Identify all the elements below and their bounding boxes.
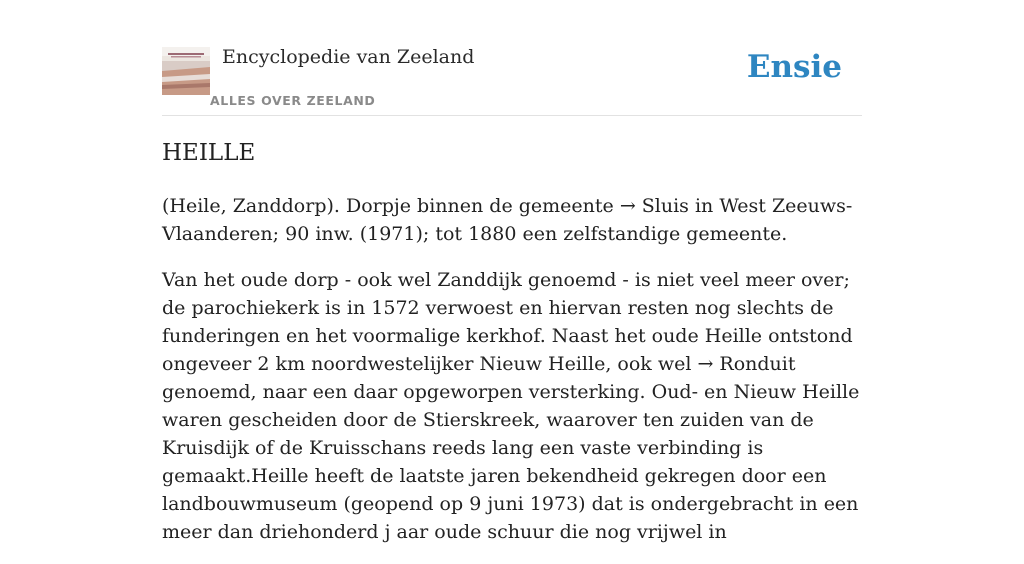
page [162,0,862,543]
paragraph-text: genoemd, naar een daar opgeworpen versterking. Oud- en Nieuw Heille waren gescheiden door de Stierskreek, waarover ten zuiden van de Kruisdijk of de Kruisschans reeds lang een vaste verbinding is gemaakt.Heille heeft de laatste jaren bekendheid gekregen door een landbouwmuseum (geopend op 9 juni 1973) dat is ondergebracht in een meer dan driehonderd j aar oude schuur die nog vrijwel in [162,381,860,543]
cross-reference-link[interactable]: → Ronduit [697,353,796,375]
site-tagline: ALLES OVER ZEELAND [210,93,376,108]
cross-reference-link[interactable]: → Sluis [619,195,689,217]
entry-title: HEILLE [162,140,256,166]
site-logo-icon[interactable] [162,47,210,95]
paragraph-text: (Heile, Zanddorp). Dorpje binnen de gemeente [162,195,620,217]
entry-body [162,192,862,564]
site-title[interactable]: Encyclopedie van Zeeland [222,46,475,68]
paragraph-text: in West Zeeuws-Vlaanderen; 90 inw. (1971); tot 1880 een zelfstandige gemeente. [162,195,853,245]
header-divider [162,115,862,116]
entry-paragraph [162,266,862,546]
brand-logo[interactable]: Ensie [746,49,842,85]
entry-paragraph [162,192,862,248]
paragraph-text: Van het oude dorp - ook wel Zanddijk genoemd - is niet veel meer over; de parochiekerk is in 1572 verwoest en hiervan resten nog slechts de funderingen en het voormalige kerkhof. Naast het oude Heille ontstond ongeveer 2 km noordwestelijker Nieuw Heille, ook wel [162,269,853,375]
